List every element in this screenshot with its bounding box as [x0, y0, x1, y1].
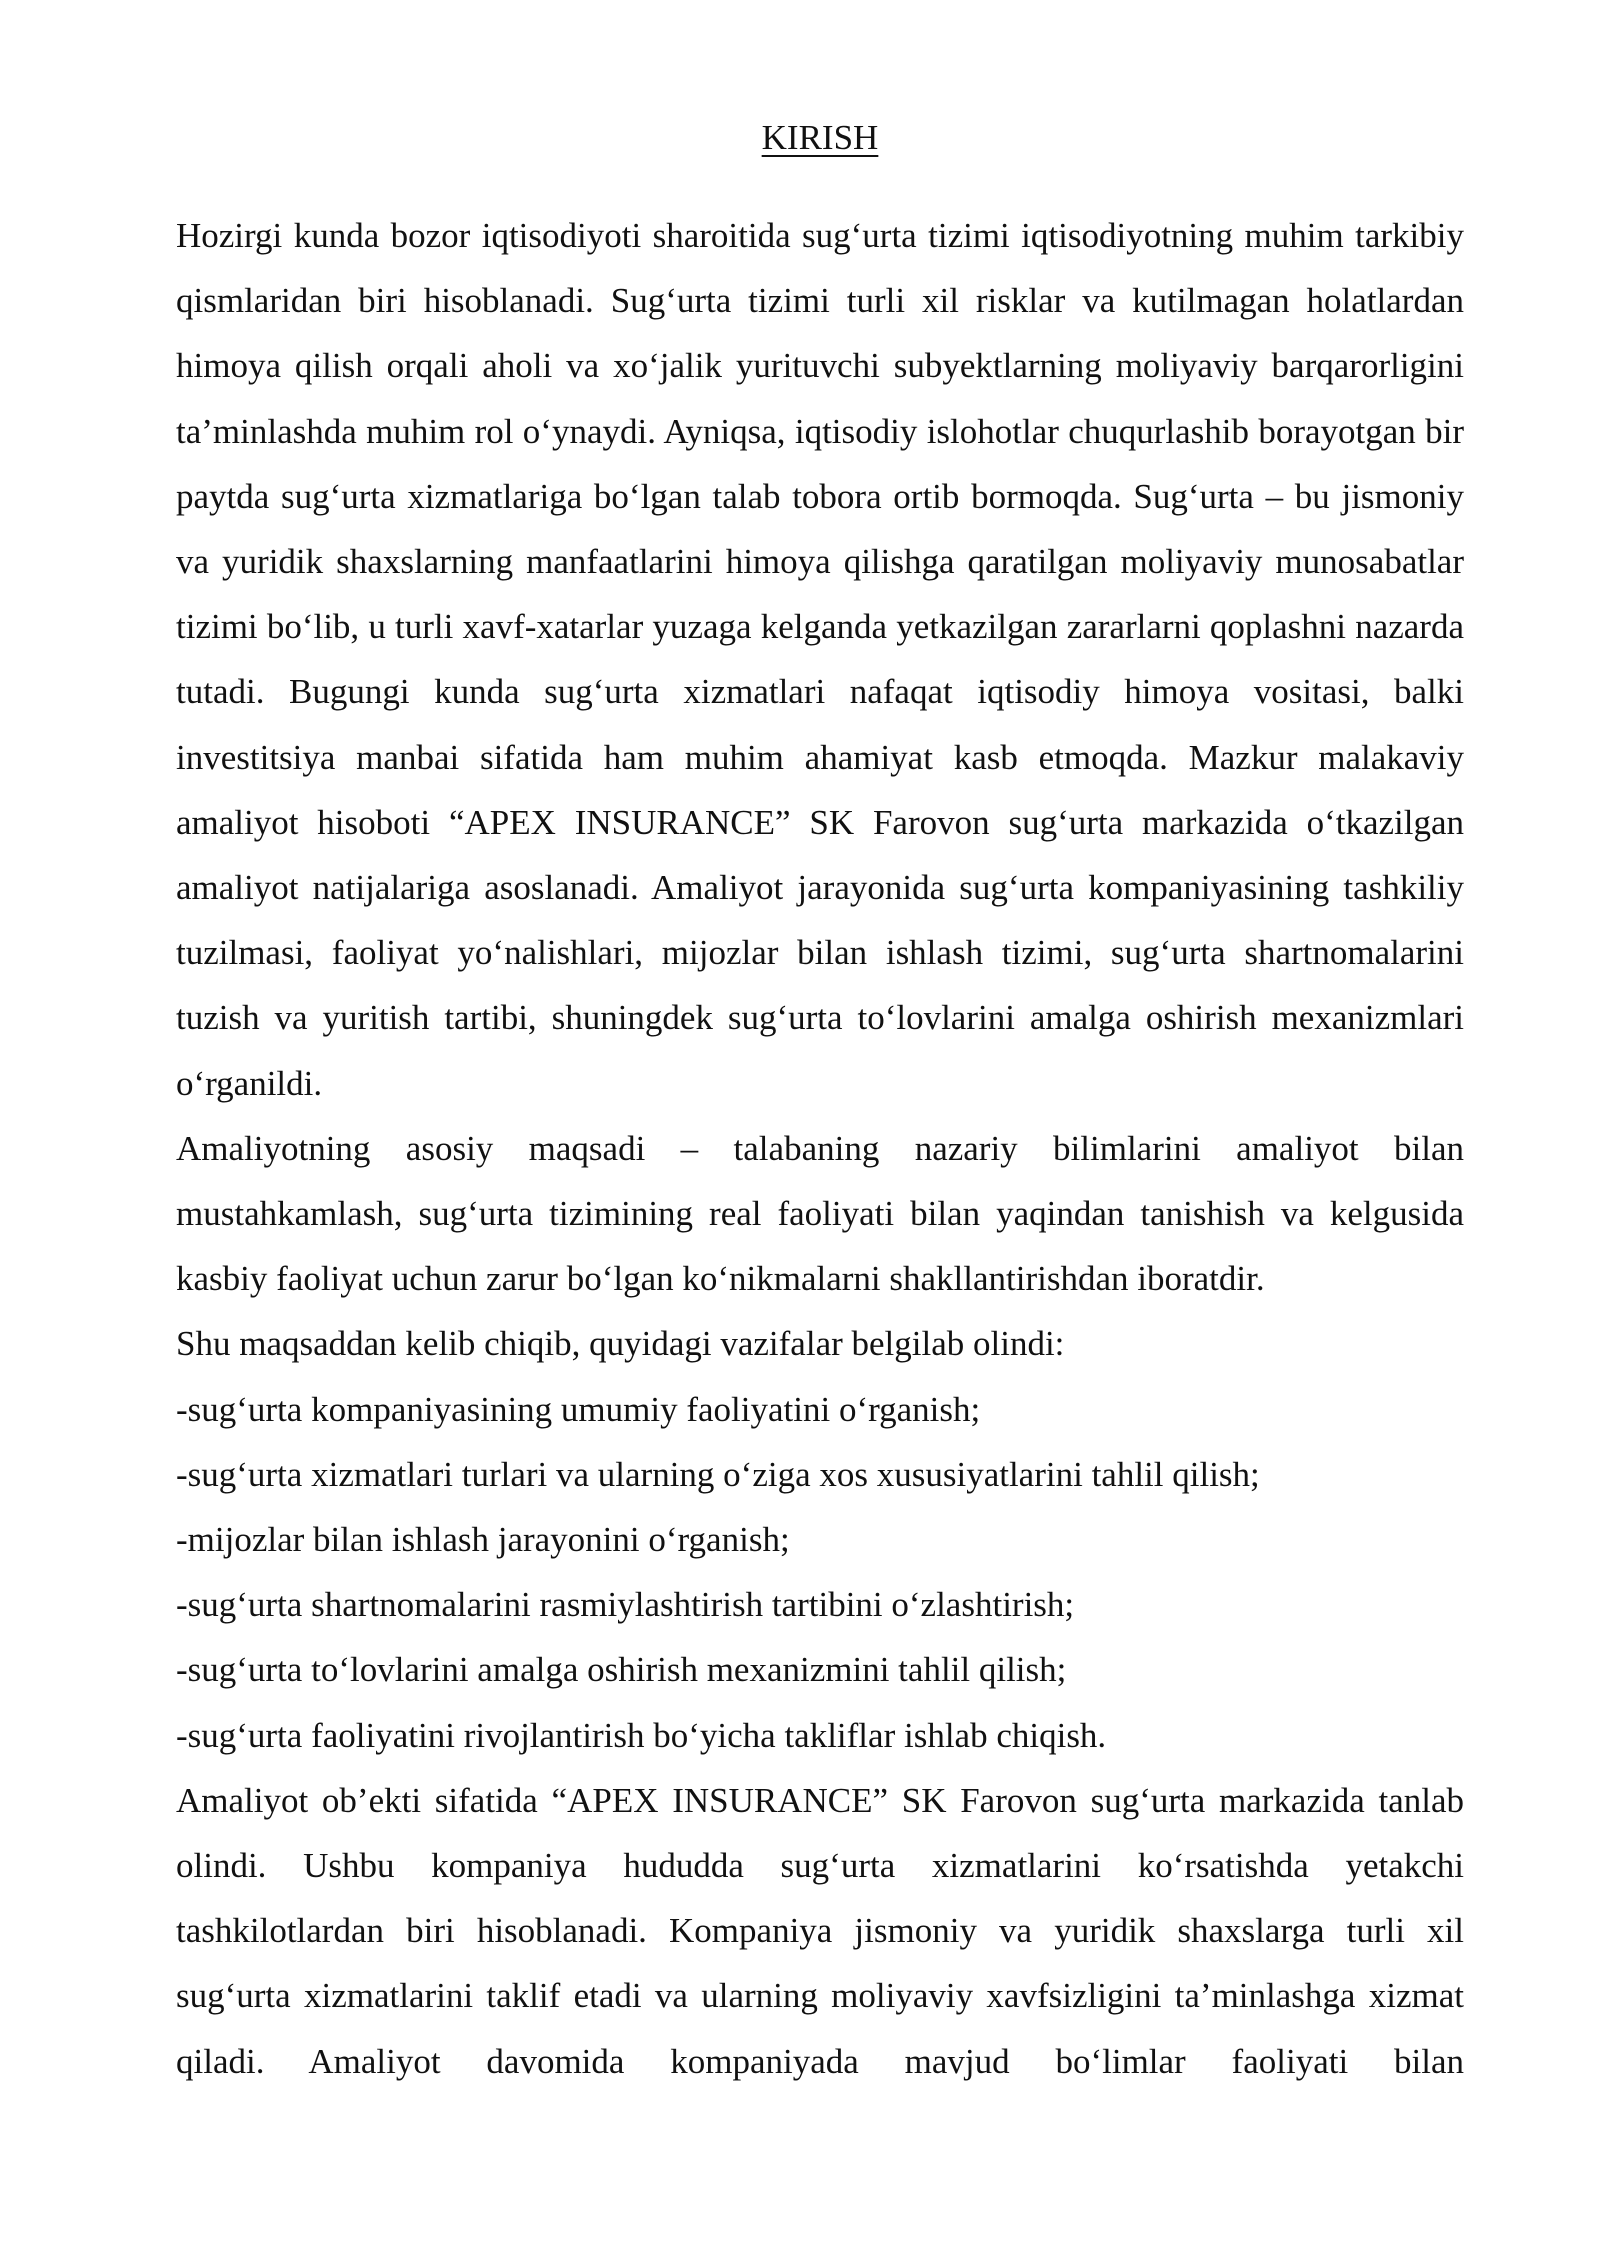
- list-item: -sug‘urta faoliyatini rivojlantirish bo‘yicha takliflar ishlab chiqish.: [176, 1715, 1107, 1755]
- list-item: -sug‘urta xizmatlari turlari va ularning o‘ziga xos xususiyatlarini tahlil qilish;: [176, 1454, 1260, 1494]
- object-paragraph: Amaliyot ob’ekti sifatida “APEX INSURANCE” SK Farovon sug‘urta markazida tanlab olindi. Ushbu kompaniya hududda sug‘urta xizmatlarini ko‘rsatishda yetakchi tashkilotlardan biri hisoblanadi. Kompaniya jismoniy va yuridik shaxslarga turli xil sug‘urta xizmatlarini taklif etadi va ularning moliyaviy xavfsizligini ta’minlashga xizmat qiladi. Amaliyot davomida kompaniyada mavjud bo‘limlar faoliyati bilan: [176, 1780, 1464, 2081]
- goal-paragraph: Amaliyotning asosiy maqsadi – talabaning nazariy bilimlarini amaliyot bilan mustahkamlash, sug‘urta tizimining real faoliyati bilan yaqindan tanishish va kelgusida kasbiy faoliyat uchun zarur bo‘lgan ko‘nikmalarni shakllantirishdan iboratdir.: [176, 1128, 1464, 1299]
- document-body: [176, 203, 1464, 2094]
- tasks-list: [176, 1377, 1464, 1768]
- tasks-intro-paragraph: Shu maqsaddan kelib chiqib, quyidagi vazifalar belgilab olindi:: [176, 1324, 1065, 1364]
- list-item: -sug‘urta shartnomalarini rasmiylashtirish tartibini o‘zlashtirish;: [176, 1585, 1075, 1625]
- list-item: -sug‘urta kompaniyasining umumiy faoliyatini o‘rganish;: [176, 1389, 981, 1429]
- intro-paragraph: Hozirgi kunda bozor iqtisodiyoti sharoitida sug‘urta tizimi iqtisodiyotning muhim tarkibiy qismlaridan biri hisoblanadi. Sug‘urta tizimi turli xil risklar va kutilmagan holatlardan himoya qilish orqali aholi va xo‘jalik yurituvchi subyektlarning moliyaviy barqarorligini ta’minlashda muhim rol o‘ynaydi. Ayniqsa, iqtisodiy islohotlar chuqurlashib borayotgan bir paytda sug‘urta xizmatlariga bo‘lgan talab tobora ortib bormoqda. Sug‘urta – bu jismoniy va yuridik shaxslarning manfaatlarini himoya qilishga qaratilgan moliyaviy munosabatlar tizimi bo‘lib, u turli xavf-xatarlar yuzaga kelganda yetkazilgan zararlarni qoplashni nazarda tutadi. Bugungi kunda sug‘urta xizmatlari nafaqat iqtisodiy himoya vositasi, balki investitsiya manbai sifatida ham muhim ahamiyat kasb etmoqda. Mazkur malakaviy amaliyot hisoboti “APEX INSURANCE” SK Farovon sug‘urta markazida o‘tkazilgan amaliyot natijalariga asoslanadi. Amaliyot jarayonida sug‘urta kompaniyasining tashkiliy tuzilmasi, faoliyat yo‘nalishlari, mijozlar bilan ishlash tizimi, sug‘urta shartnomalarini tuzish va yuritish tartibi, shuningdek sug‘urta to‘lovlarini amalga oshirish mexanizmlari o‘rganildi.: [176, 216, 1464, 1103]
- list-item: -mijozlar bilan ishlash jarayonini o‘rganish;: [176, 1520, 790, 1560]
- page-title: KIRISH: [761, 118, 879, 157]
- list-item: -sug‘urta to‘lovlarini amalga oshirish mexanizmini tahlil qilish;: [176, 1650, 1067, 1690]
